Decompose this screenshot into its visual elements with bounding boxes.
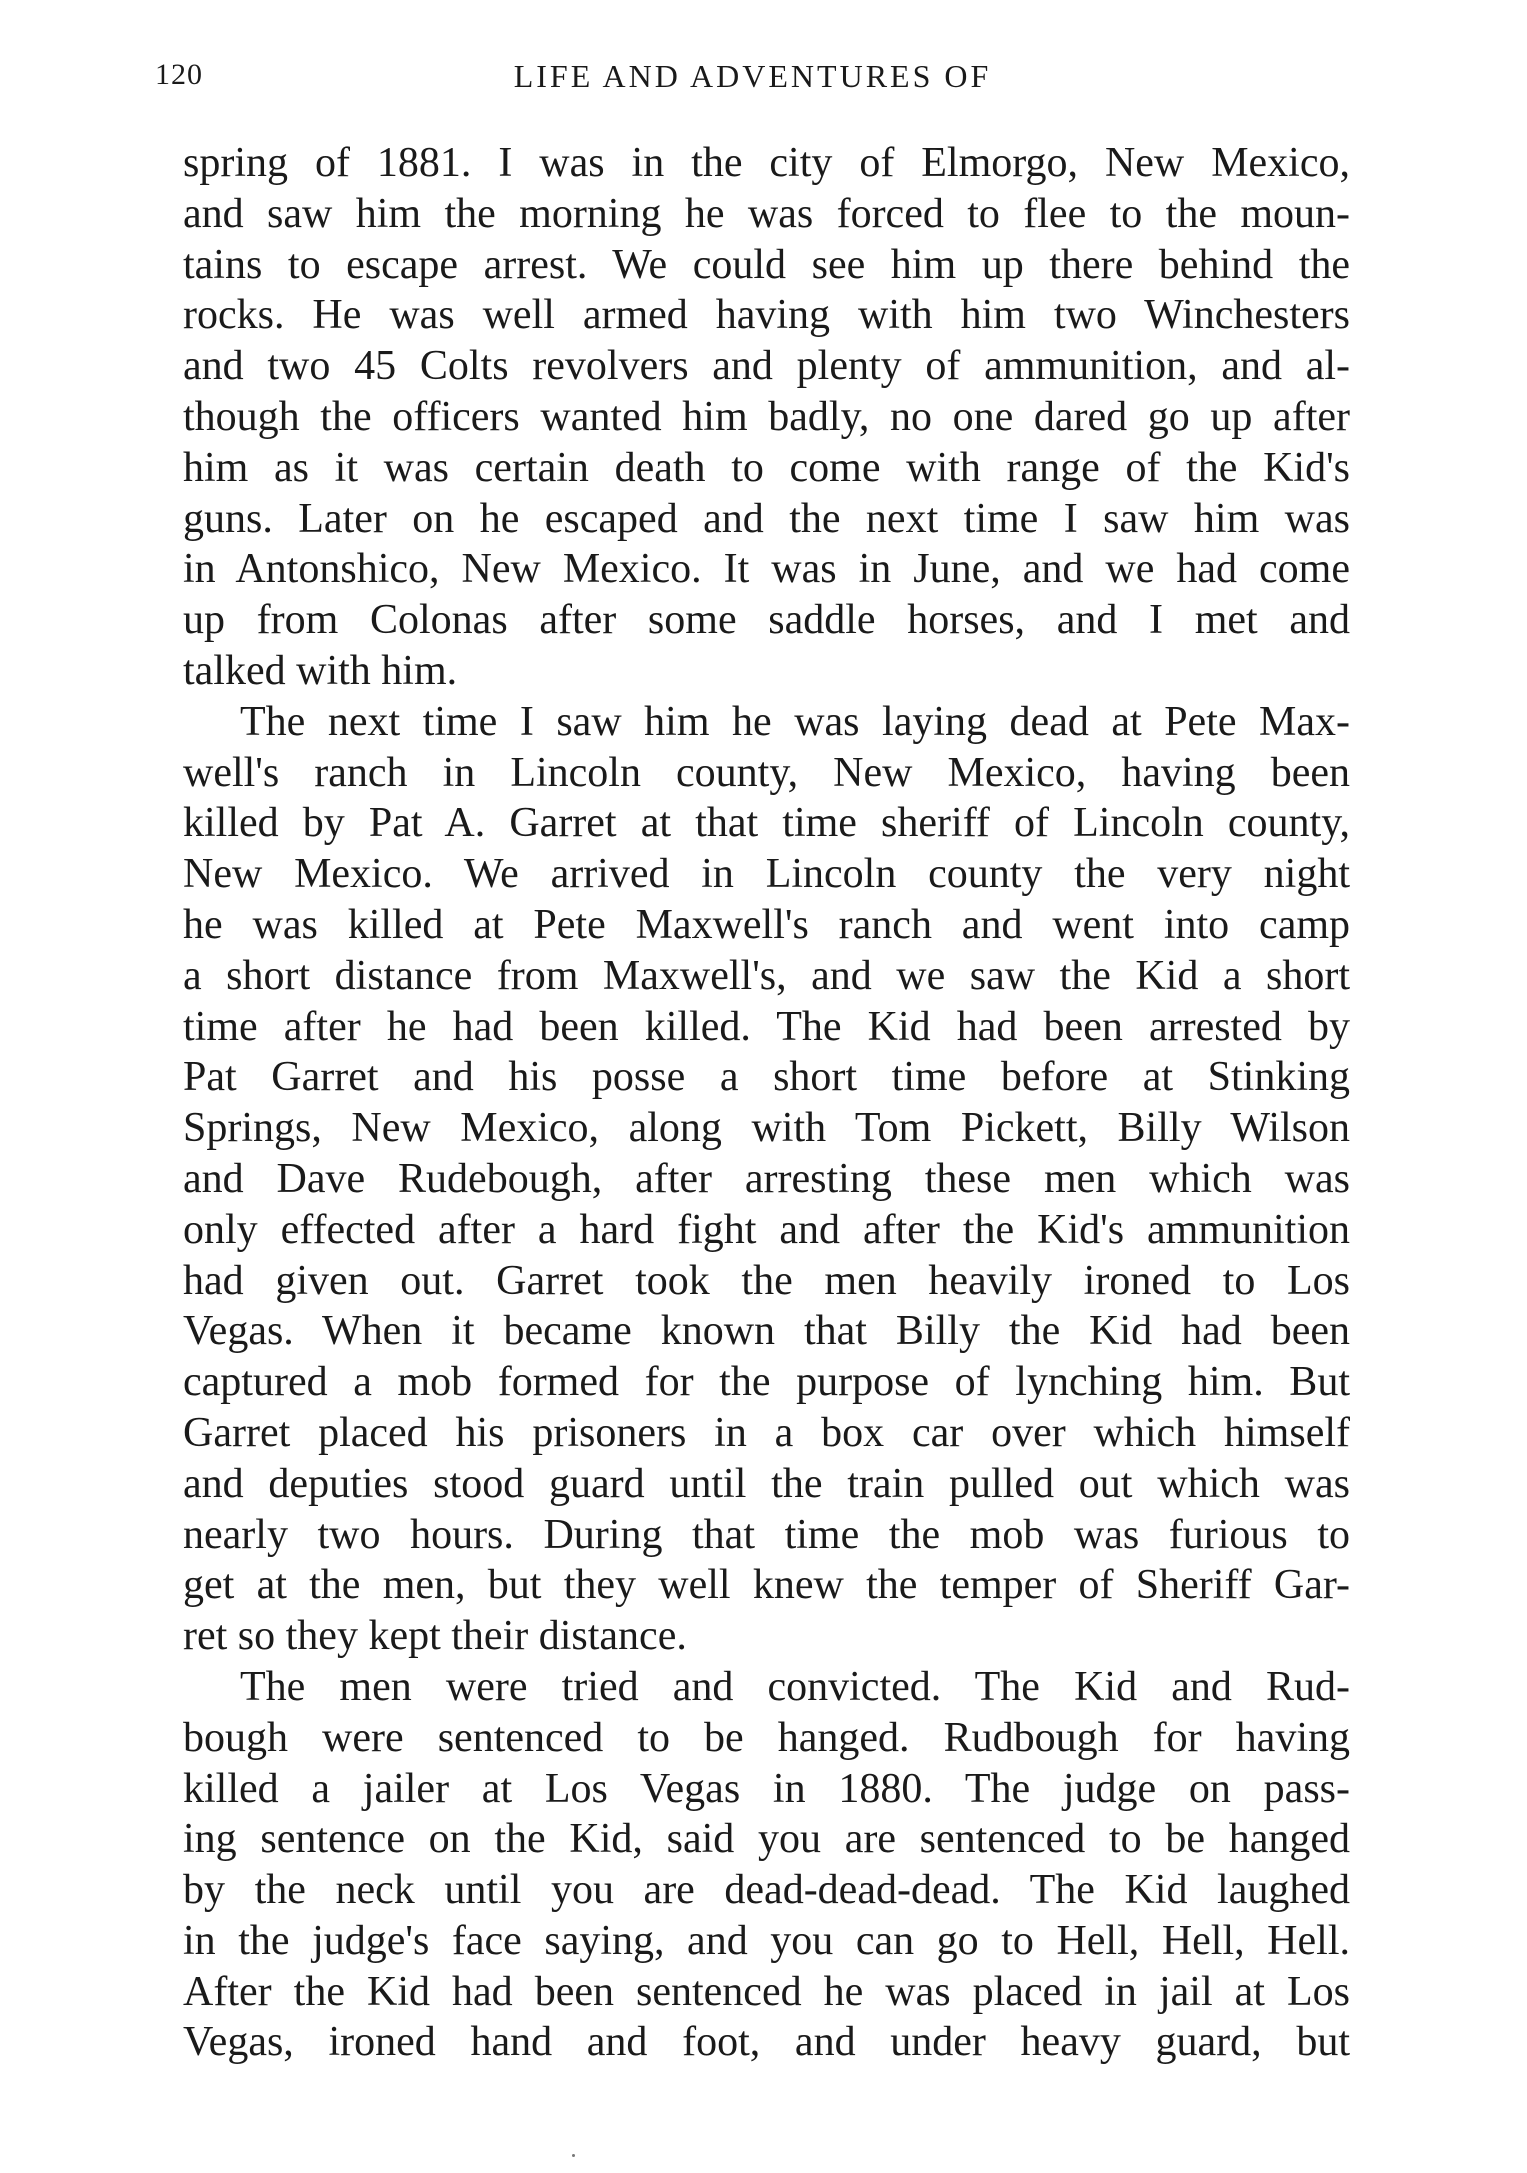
paragraph [183,697,1350,1662]
text-line: ret so they kept their distance. [183,1613,687,1660]
text-line: though the officers wanted him badly, no one dared go up after [183,393,1350,440]
text-line: and Dave Rudebough, after arresting these men which was [183,1155,1350,1202]
text-line: get at the men, but they well knew the temper of Sheriff Gar- [183,1562,1350,1609]
text-line: tains to escape arrest. We could see him up there behind the [183,241,1350,288]
page-number: 120 [155,58,203,91]
text-line: Springs, New Mexico, along with Tom Pickett, Billy Wilson [183,1105,1350,1152]
text-line: and deputies stood guard until the train pulled out which was [183,1460,1350,1507]
page-header [155,58,1350,108]
text-line: a short distance from Maxwell's, and we saw the Kid a short [183,952,1350,999]
text-line: in Antonshico, New Mexico. It was in June, and we had come [183,546,1350,593]
text-line: spring of 1881. I was in the city of Elmorgo, New Mexico, [183,140,1350,186]
text-line: him as it was certain death to come with range of the Kid's [183,444,1350,491]
text-line: New Mexico. We arrived in Lincoln county the very night [183,851,1350,898]
paragraph [183,1662,1350,2068]
text-line: Vegas. When it became known that Billy the Kid had been [183,1308,1350,1355]
text-line: talked with him. [183,647,458,694]
text-line: in the judge's face saying, and you can go to Hell, Hell, Hell. [183,1917,1350,1964]
text-line: The next time I saw him he was laying dead at Pete Max- [240,698,1350,745]
text-line: killed by Pat A. Garret at that time sheriff of Lincoln county, [183,800,1350,847]
text-line: ing sentence on the Kid, said you are sentenced to be hanged [183,1816,1350,1863]
text-line: Pat Garret and his posse a short time before at Stinking [183,1054,1350,1101]
text-line: had given out. Garret took the men heavily ironed to Los [183,1257,1350,1304]
text-line: and two 45 Colts revolvers and plenty of ammunition, and al- [183,343,1350,390]
text-line: killed a jailer at Los Vegas in 1880. The judge on pass- [183,1765,1350,1812]
text-line: and saw him the morning he was forced to flee to the moun- [183,190,1350,237]
text-line: well's ranch in Lincoln county, New Mexico, having been [183,749,1350,796]
text-line: by the neck until you are dead-dead-dead. The Kid laughed [183,1867,1350,1914]
text-line: Garret placed his prisoners in a box car over which himself [183,1409,1350,1456]
text-line: After the Kid had been sentenced he was placed in jail at Los [183,1968,1350,2015]
text-line: time after he had been killed. The Kid had been arrested by [183,1003,1350,1050]
text-line: captured a mob formed for the purpose of lynching him. But [183,1359,1350,1406]
print-speck [572,2154,575,2157]
text-line: up from Colonas after some saddle horses, and I met and [183,597,1350,644]
text-line: bough were sentenced to be hanged. Rudbough for having [183,1714,1350,1761]
text-line: The men were tried and convicted. The Kid and Rud- [240,1663,1350,1710]
page-body [183,138,1350,2068]
paragraph [183,138,1350,697]
text-line: he was killed at Pete Maxwell's ranch and went into camp [183,901,1350,948]
text-line: rocks. He was well armed having with him two Winchesters [183,292,1350,339]
text-line: Vegas, ironed hand and foot, and under heavy guard, but [183,2019,1350,2066]
text-line: only effected after a hard fight and after the Kid's ammunition [183,1206,1350,1253]
text-line: guns. Later on he escaped and the next time I saw him was [183,495,1350,542]
text-line: nearly two hours. During that time the mob was furious to [183,1511,1350,1558]
running-head: LIFE AND ADVENTURES OF [513,58,992,94]
